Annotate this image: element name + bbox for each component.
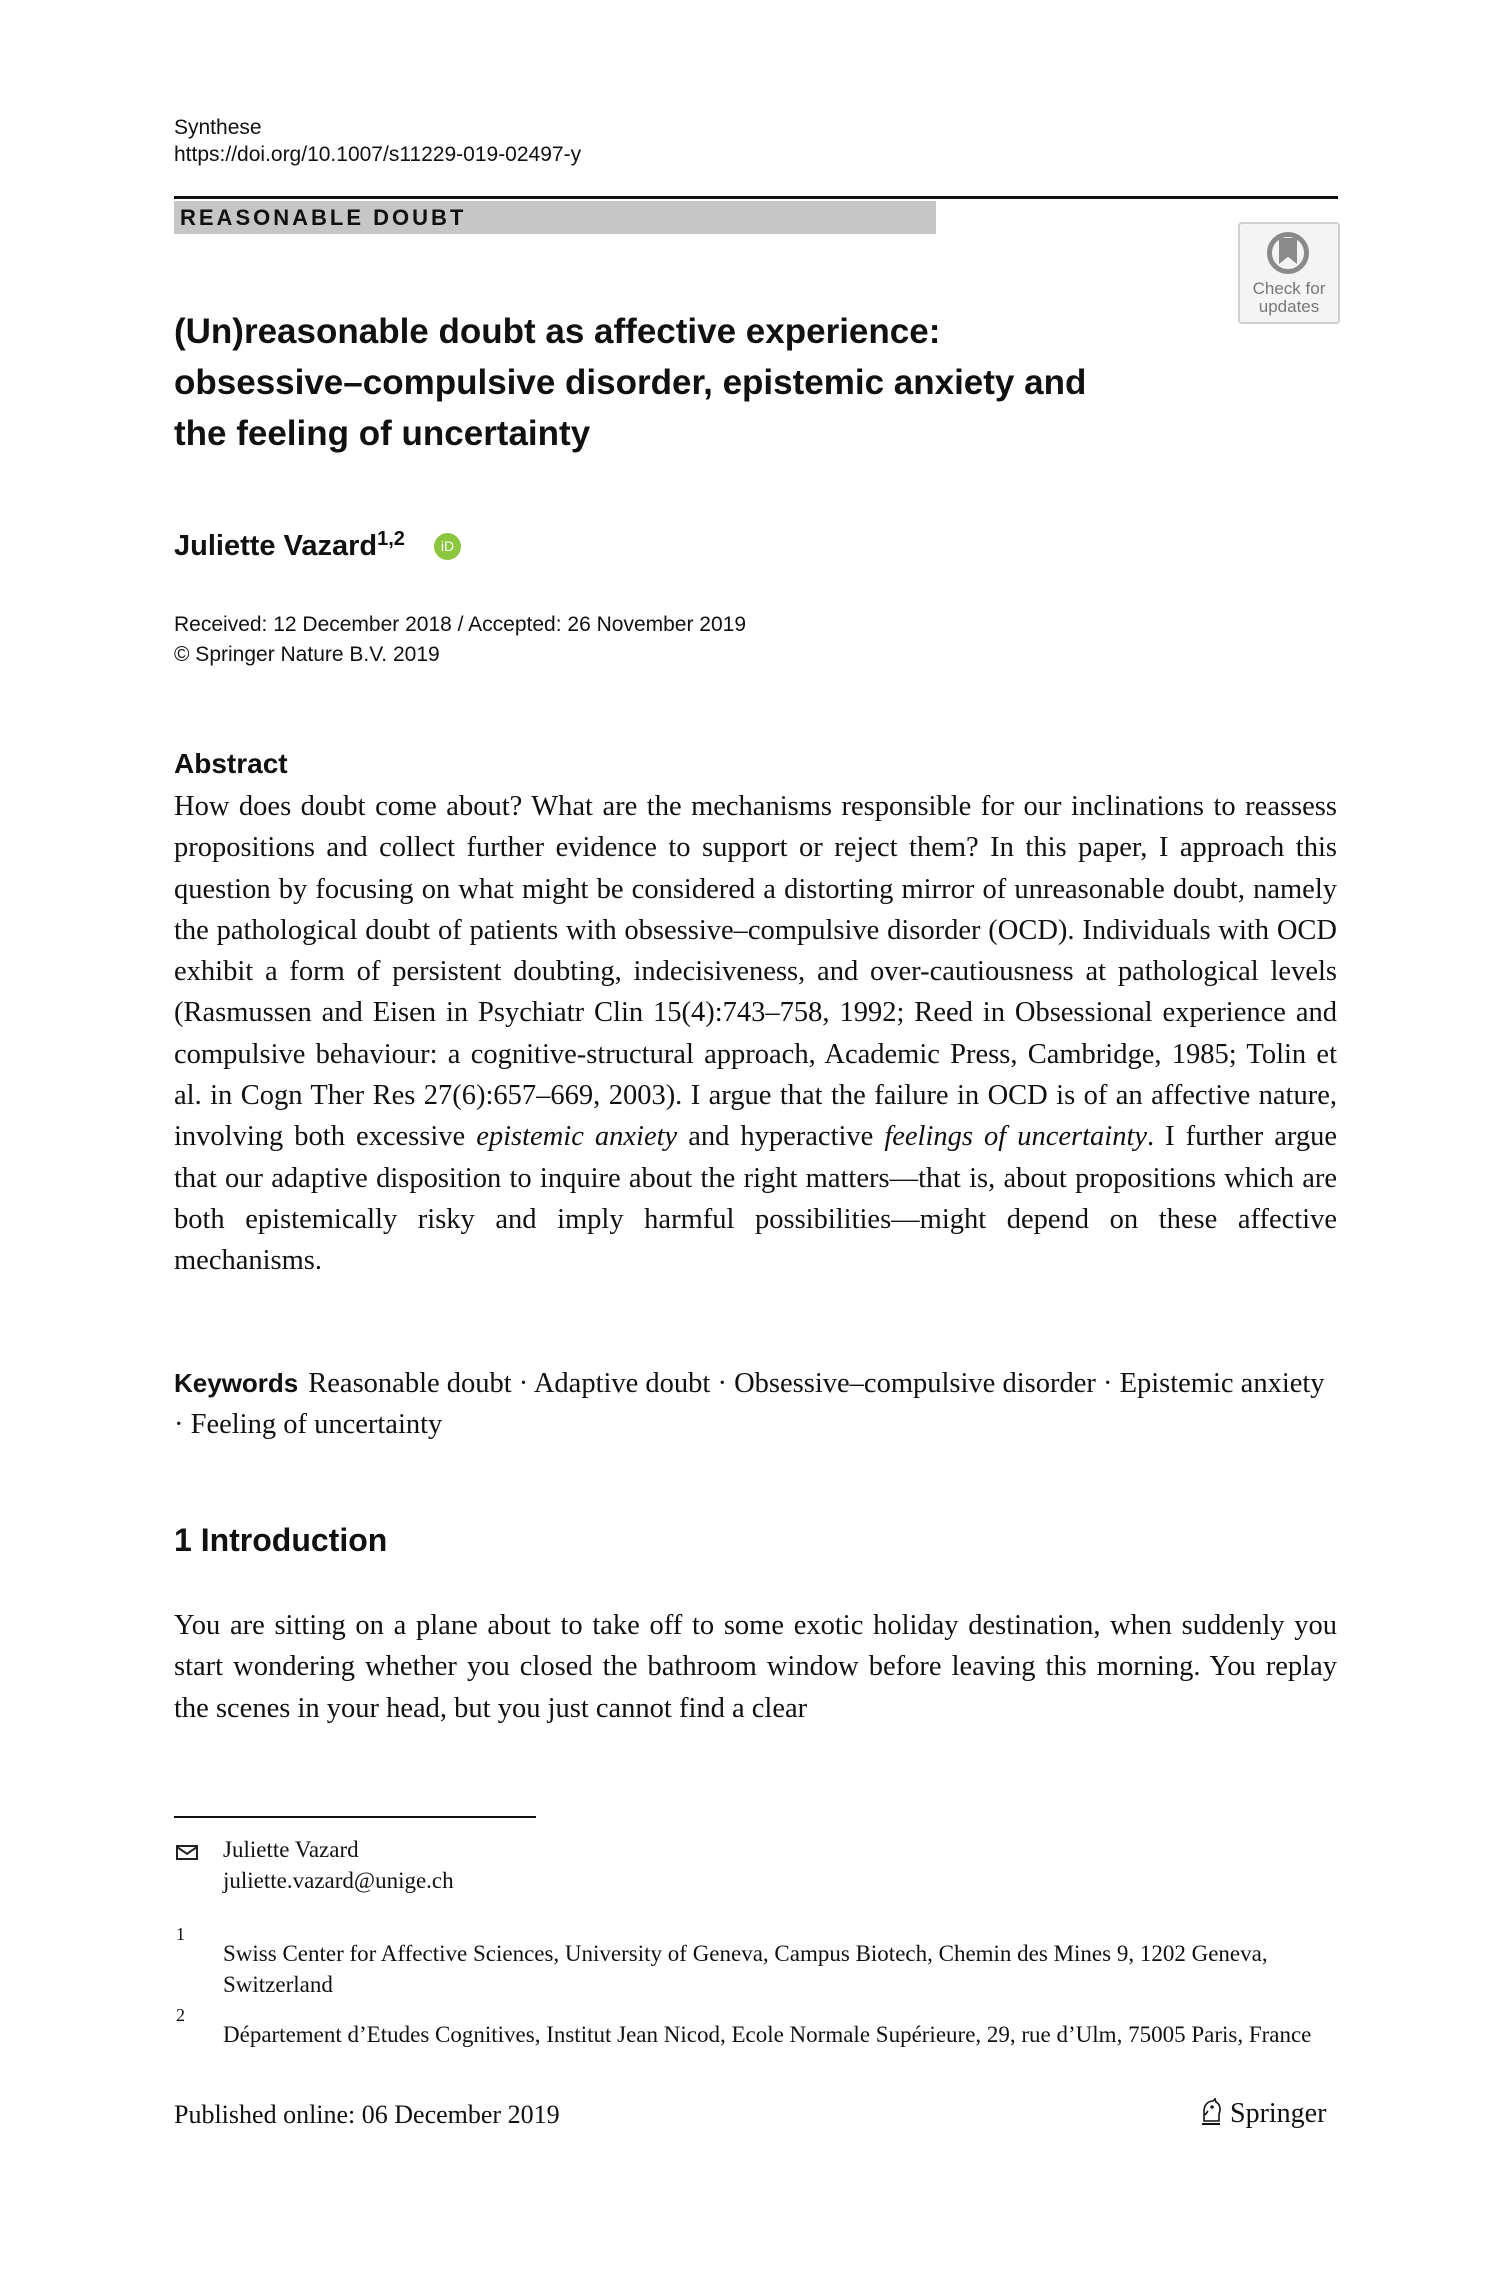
abstract-text: How does doubt come about? What are the mechanisms responsible for our inclinations to reassess propositions and collect further evidence to support or reject them? In this paper, I approach this question by focusing on what might be considered a distorting mirror of unreasonable doubt, namely the pathological doubt of patients with obsessive–compulsive disorder (OCD). Individuals with OCD exhibit a form of persistent doubting, indecisiveness, and over-cautiousness at pathological levels (Rasmussen and Eisen in Psychiatr Clin 15(4):743–758, 1992; Reed in Obsessional experience and compulsive behaviour: a cognitive-structural approach, Academic Press, Cambridge, 1985; Tolin et al. in Cogn Ther Res 27(6):657–669, 2003). I argue that the failure in OCD is of an affective nature, involving both excessive — [174, 791, 1337, 1153]
abstract-emphasis: feelings of uncertainty — [884, 1121, 1148, 1153]
introduction-paragraph: You are sitting on a plane about to take off to some exotic holiday destination, when suddenly you start wondering whether you closed the bathroom window before leaving this morning. You replay the scenes in your head, but you just cannot find a clear — [174, 1610, 1337, 1724]
copyright: © Springer Nature B.V. 2019 — [174, 643, 440, 666]
check-for-updates-badge[interactable] — [1238, 222, 1340, 324]
abstract-heading: Abstract — [174, 748, 288, 779]
affiliation-text: Swiss Center for Affective Sciences, University of Geneva, Campus Biotech, Chemin des Mines 9, 1202 Geneva, Switzerland — [223, 1941, 1268, 1997]
keywords-label: Keywords — [174, 1368, 299, 1398]
abstract-body — [174, 786, 1337, 1282]
springer-horse-icon — [1198, 2097, 1224, 2127]
journal-name: Synthese — [174, 116, 262, 139]
orcid-icon[interactable]: iD — [434, 533, 461, 560]
introduction-body — [174, 1605, 1337, 1729]
abstract-text: . I further argue that our adaptive disposition to inquire about the right matters—that is, about propositions which are both epistemically risky and imply harmful possibilities—might depend on these affective mechanisms. — [174, 1121, 1338, 1277]
author-affiliations: 1,2 — [377, 528, 405, 550]
article-title: (Un)reasonable doubt as affective experience: obsessive–compulsive disorder, epistemic anxiety and the feeling of uncertainty — [174, 312, 1087, 453]
affiliation-text: Département d’Etudes Cognitives, Institut Jean Nicod, Ecole Normale Supérieure, 29, rue d’Ulm, 75005 Paris, France — [223, 2022, 1312, 2047]
publisher-name: Springer — [1230, 2098, 1327, 2129]
author — [174, 521, 405, 564]
abstract-emphasis: epistemic anxiety — [476, 1121, 678, 1153]
affiliation-number: 2 — [176, 2005, 185, 2025]
affiliation-number: 1 — [176, 1924, 185, 1944]
contact-email[interactable]: juliette.vazard@unige.ch — [223, 1868, 454, 1893]
author-name: Juliette Vazard — [174, 530, 378, 562]
contact-name: Juliette Vazard — [223, 1837, 359, 1862]
keywords — [174, 1363, 1337, 1446]
check-for-updates-line1: Check for — [1252, 279, 1326, 298]
check-for-updates-line2: updates — [1258, 297, 1320, 316]
received-accepted-dates: Received: 12 December 2018 / Accepted: 26 November 2019 — [174, 613, 747, 636]
published-online: Published online: 06 December 2019 — [174, 2100, 560, 2129]
abstract-text: and hyperactive — [677, 1121, 885, 1153]
publisher-logo — [1198, 2097, 1326, 2131]
footnote-rule — [174, 1816, 536, 1818]
header-rule — [174, 196, 1338, 199]
section-label: REASONABLE DOUBT — [180, 205, 467, 230]
section-heading-introduction: 1 Introduction — [174, 1522, 388, 1558]
keywords-text: Reasonable doubt · Adaptive doubt · Obsessive–compulsive disorder · Epistemic anxiety · Feeling of uncertainty — [174, 1368, 1325, 1441]
doi-link[interactable]: https://doi.org/10.1007/s11229-019-02497-y — [174, 143, 582, 166]
envelope-icon — [176, 1845, 198, 1860]
